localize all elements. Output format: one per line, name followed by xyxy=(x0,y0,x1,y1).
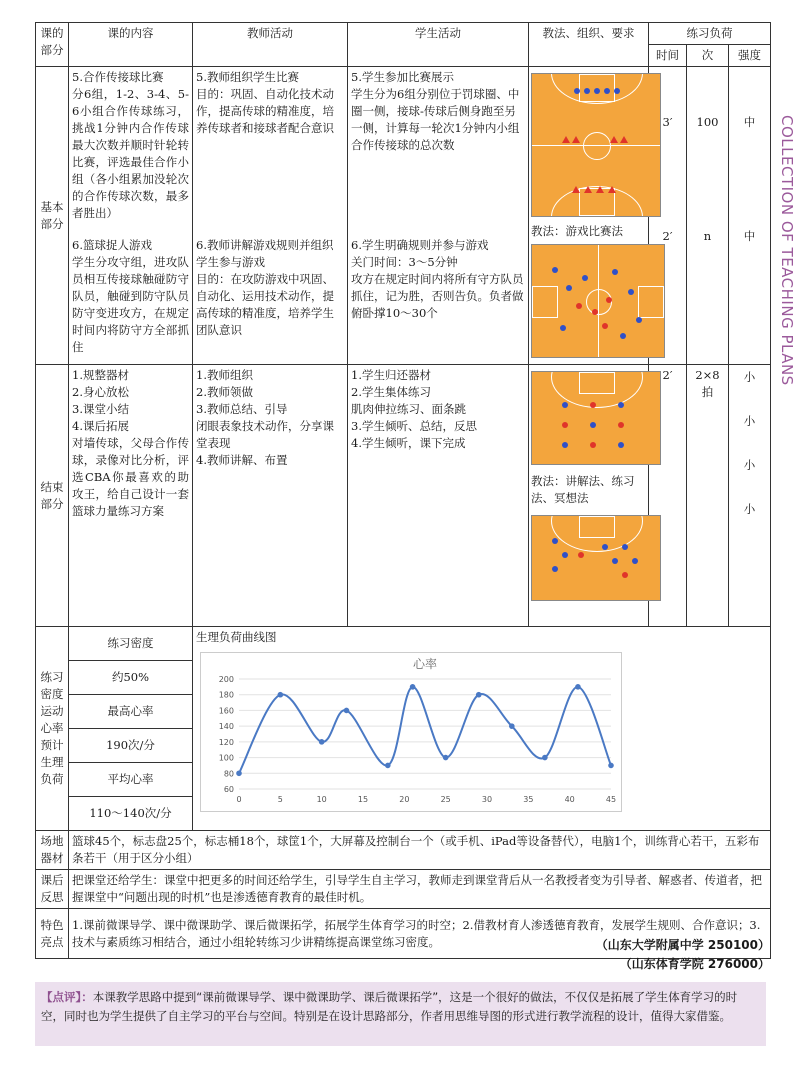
basic-method-1: 教法：游戏比赛法 xyxy=(531,224,623,238)
avg-hr-label: 平均心率 xyxy=(69,763,192,797)
lesson-plan-table xyxy=(35,22,771,959)
load-row xyxy=(36,627,771,831)
review-text: 本课教学思路中提到“课前微课导学、课中微课助学、课后微课拓学”，这是一个很好的做法，不仅仅是拓展了学生体育学习的时空，同时也为学生提供了自主学习的平台与空间。特别是在设计思路部分，作者用思维导图的形式进行教学流程的设计，值得大家借鉴。 xyxy=(41,990,738,1023)
reflection-label: 课后反思 xyxy=(36,870,69,909)
header-content: 课的内容 xyxy=(69,23,193,67)
basic-content xyxy=(69,67,193,365)
basic-intensity-2: 中 xyxy=(743,229,756,243)
ending-content: 1.规整器材 2.身心放松 3.课堂小结 4.课后拓展 对墙传球，父母合作传球，录像对比分析，评选CBA你最喜欢的助攻王，给自己设计一套篮球力量练习方案 xyxy=(69,365,193,627)
header-method: 教法、组织、要求 xyxy=(529,23,649,67)
basic-content-2: 6.篮球捉人游戏 学生分攻守组，进攻队员相互传接球触碰防守队员，触碰到防守队员防守变进攻方，在规定时间内将防守方全部抓住 xyxy=(72,238,189,354)
y-tick-label: 80 xyxy=(223,769,234,779)
heart-rate-chart-svg xyxy=(201,653,621,811)
basic-student-2: 6.学生明确规则并参与游戏 关门时间：3～5分钟 攻方在规定时间内将所有守方队员抓住，记为胜，否则告负。负者做俯卧撑10～30个 xyxy=(351,238,524,320)
basic-student-1: 5.学生参加比赛展示 学生分为6组分别位于罚球圈、中圈一侧，接球-传球后侧身跑至另一侧，计算每一轮次1分钟内小组合作传接球的总次数 xyxy=(351,70,520,152)
court-diagram-tag xyxy=(531,244,665,358)
load-part: 练习密度运动心率预计生理负荷 xyxy=(36,627,69,831)
header-row xyxy=(36,23,771,45)
ending-row xyxy=(36,365,771,627)
curve-label: 生理负荷曲线图 xyxy=(196,630,277,644)
basic-reps-2: n xyxy=(703,229,712,243)
ending-intensity-1: 小 xyxy=(743,370,756,384)
series-line xyxy=(239,687,611,773)
basic-teacher-2: 6.教师讲解游戏规则并组织学生参与游戏 目的：在攻防游戏中巩固、自动化、运用技术动作，提高传球的精准度，培养学生团队意识 xyxy=(196,238,334,337)
heart-rate-chart xyxy=(200,652,622,812)
data-point xyxy=(344,708,350,714)
data-point xyxy=(608,763,614,769)
basic-reps xyxy=(687,67,729,365)
data-point xyxy=(443,755,449,761)
ending-student: 1.学生归还器材 2.学生集体练习 肌肉伸拉练习、面条跳 3.学生倾听、总结，反思 4.学生倾听，课下完成 xyxy=(348,365,529,627)
venue-label: 场地器材 xyxy=(36,831,69,870)
y-tick-label: 160 xyxy=(218,706,234,716)
data-point xyxy=(509,723,515,729)
y-tick-label: 120 xyxy=(218,737,234,747)
data-point xyxy=(542,755,548,761)
ending-intensity-2: 小 xyxy=(743,414,756,428)
x-tick-label: 30 xyxy=(481,795,493,804)
venue-row xyxy=(36,831,771,870)
x-tick-label: 15 xyxy=(357,795,369,804)
density-label: 练习密度 xyxy=(69,627,192,661)
features-label: 特色亮点 xyxy=(36,909,69,959)
side-title: COLLECTION OF TEACHING PLANS xyxy=(778,115,796,386)
reflection-row xyxy=(36,870,771,909)
data-point xyxy=(385,763,391,769)
ending-reps: 2×8拍 xyxy=(687,365,729,627)
author-affiliation-2: （山东体育学院 276000） xyxy=(619,957,770,971)
basic-time-1: 3′ xyxy=(662,115,673,129)
x-tick-label: 5 xyxy=(277,795,283,804)
max-hr-value: 190次/分 xyxy=(69,729,192,763)
data-point xyxy=(278,692,284,698)
avg-hr-value: 110～140次/分 xyxy=(89,806,172,820)
y-tick-label: 60 xyxy=(223,785,234,794)
data-point xyxy=(476,692,482,698)
load-density-cell xyxy=(69,627,193,831)
data-point xyxy=(575,684,581,690)
ending-method-text: 教法：讲解法、练习法、冥想法 xyxy=(531,474,635,505)
basic-reps-1: 100 xyxy=(696,115,719,129)
ending-intensity-3: 小 xyxy=(743,458,756,472)
basic-teacher-1: 5.教师组织学生比赛 目的：巩固、自动化技术动作，提高传球的精准度，培养传球者和接球者配合意识 xyxy=(196,70,334,135)
features-text: 1.课前微课导学、课中微课助学、课后微课拓学，拓展学生体育学习的时空；2.借教材育人渗透德育教育，发展学生规则、合作意识；3.技术与素质练习相结合，通过小组轮转练习少讲精练提高课堂练习密度。 xyxy=(69,909,771,959)
ending-part: 结束部分 xyxy=(36,365,69,627)
court-diagram-stretch xyxy=(531,371,661,465)
basic-row xyxy=(36,67,771,365)
basic-method xyxy=(529,67,649,365)
header-part: 课的部分 xyxy=(36,23,69,67)
x-tick-label: 40 xyxy=(564,795,575,804)
x-tick-label: 20 xyxy=(399,795,410,804)
ending-intensity xyxy=(729,365,771,627)
data-point xyxy=(410,684,416,690)
basic-part: 基本部分 xyxy=(36,67,69,365)
data-point xyxy=(236,770,242,776)
x-tick-label: 0 xyxy=(236,795,242,804)
header-time: 时间 xyxy=(649,45,687,67)
review-box xyxy=(35,982,766,1046)
header-student: 学生活动 xyxy=(348,23,529,67)
basic-intensity-1: 中 xyxy=(743,115,756,129)
header-reps: 次 xyxy=(687,45,729,67)
x-tick-label: 35 xyxy=(523,795,534,804)
y-tick-label: 100 xyxy=(218,753,234,763)
y-tick-label: 180 xyxy=(218,690,234,700)
ending-method xyxy=(529,365,649,627)
reflection-text: 把课堂还给学生：课堂中把更多的时间还给学生，引导学生自主学习，教师走到课堂背后从一名教授者变为引导者、解惑者、传道者，把握课堂中“问题出现的时机”也是渗透德育教育的最佳时机。 xyxy=(69,870,771,909)
y-tick-label: 200 xyxy=(218,675,234,684)
ending-time: 2′ xyxy=(649,365,687,627)
basic-time-2: 2′ xyxy=(662,229,673,243)
basic-student xyxy=(348,67,529,365)
header-teacher: 教师活动 xyxy=(193,23,348,67)
venue-text: 篮球45个，标志盘25个，标志桶18个，球筐1个，大屏幕及控制台一个（或手机、iPad等设备替代），电脑1个，训练背心若干，五彩布条若干（用于区分小组） xyxy=(69,831,771,870)
x-tick-label: 45 xyxy=(605,795,617,804)
x-tick-label: 10 xyxy=(316,795,327,804)
ending-intensity-4: 小 xyxy=(743,502,756,516)
x-tick-label: 25 xyxy=(440,795,451,804)
court-diagram-relax xyxy=(531,515,661,601)
basic-intensity xyxy=(729,67,771,365)
density-value: 约50% xyxy=(69,661,192,695)
chart-title: 心率 xyxy=(412,657,438,671)
review-tag: 【点评】： xyxy=(41,990,93,1004)
header-load: 练习负荷 xyxy=(649,23,771,45)
max-hr-label: 最高心率 xyxy=(69,695,192,729)
court-diagram-pass xyxy=(531,73,661,217)
y-tick-label: 140 xyxy=(218,722,234,732)
header-intensity: 强度 xyxy=(729,45,771,67)
ending-teacher: 1.教师组织 2.教师领做 3.教师总结、引导 闭眼表象技术动作，分享课堂表现 4.教师讲解、布置 xyxy=(193,365,348,627)
load-curve-cell xyxy=(193,627,771,831)
author-affiliation-1: （山东大学附属中学 250100） xyxy=(595,938,770,952)
data-point xyxy=(319,739,325,745)
basic-content-1: 5.合作传接球比赛 分6组，1-2、3-4、5-6小组合作传球练习，挑战1分钟内合作传球最大次数并顺时针轮转比赛，评选最佳合作小组（各小组累加没轮次的合作传球次数，最多者胜出） xyxy=(72,70,189,220)
basic-teacher xyxy=(193,67,348,365)
